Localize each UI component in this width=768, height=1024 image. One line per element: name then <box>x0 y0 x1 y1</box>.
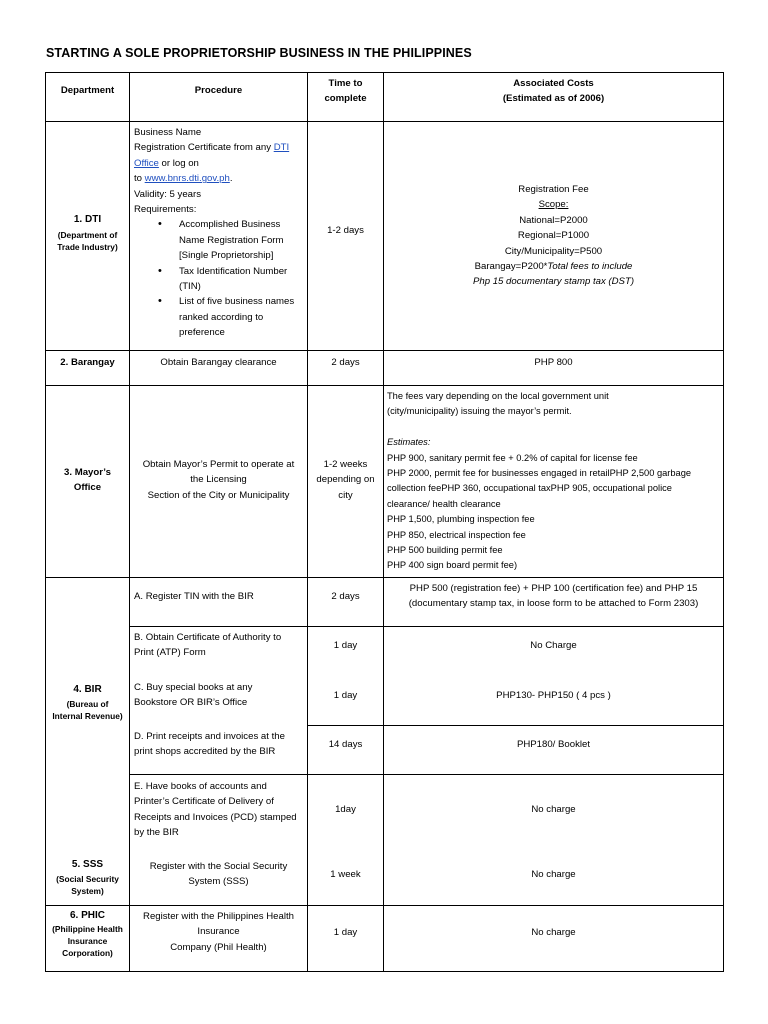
header-time-line2: complete <box>324 93 367 105</box>
bir-e-time: 1day <box>335 804 356 815</box>
list-item <box>134 294 306 340</box>
sss-proc-line1: Register with the Social Security <box>149 861 288 872</box>
header-costs-line2: (Estimated as of 2006) <box>502 93 605 105</box>
mayor-procedure <box>130 457 307 503</box>
barangay-cost: PHP 800 <box>534 357 573 368</box>
barangay-procedure: Obtain Barangay clearance <box>160 357 277 368</box>
mayor-cost-line6: collection feePHP 360, occupational taxPHP 905, occupational police <box>387 483 672 494</box>
req3-line3: preference <box>179 327 225 339</box>
dti-proc-validity: Validity: 5 years <box>134 188 202 200</box>
dti-requirements-list <box>134 217 306 340</box>
sss-time: 1 week <box>330 869 361 880</box>
dti-procedure <box>134 125 306 341</box>
bir-c-cost: PHP130- PHP150 ( 4 pcs ) <box>496 690 611 701</box>
req1-line2: Name Registration Form <box>179 234 284 246</box>
sss-proc-line2: System (SSS) <box>188 876 249 888</box>
dti-cost-note: Total fees to include <box>547 261 633 273</box>
phic-dept-sub2: Insurance <box>67 936 108 946</box>
dti-time: 1-2 days <box>327 225 364 236</box>
bir-b-time: 1 day <box>333 640 358 651</box>
dti-proc-line4-end: . <box>229 173 233 185</box>
dti-cost-line1: Registration Fee <box>518 184 589 195</box>
dti-dept-sub1: (Department of <box>57 230 118 241</box>
bir-e-cost: No charge <box>531 804 576 815</box>
bir-e-proc-line2: Printer’s Certificate of Delivery of <box>134 796 274 808</box>
dti-cost-national: National=P2000 <box>519 214 588 226</box>
list-item <box>134 217 306 263</box>
mayor-time-line3: city <box>338 489 353 501</box>
mayor-time-line2: depending on <box>316 474 375 486</box>
dti-department <box>46 212 129 253</box>
dti-proc-line3 <box>134 156 306 171</box>
req1-line3: [Single Proprietorship] <box>179 250 274 262</box>
bir-b-cost: No Charge <box>530 640 577 651</box>
sss-department <box>46 857 129 897</box>
bir-a-cost-line1: PHP 500 (registration fee) + PHP 100 (certification fee) and PHP 15 <box>409 583 698 594</box>
bir-department <box>46 682 129 722</box>
list-item <box>134 264 306 295</box>
req2-line1: • Tax Identification Number <box>179 265 288 277</box>
mayor-department <box>46 465 129 496</box>
mayor-dept-line2: Office <box>73 482 102 494</box>
mayor-cost-line5: PHP 2000, permit fee for businesses engaged in retailPHP 2,500 garbage <box>387 468 692 479</box>
dti-office-link-cont[interactable]: Office <box>134 157 159 169</box>
phic-time: 1 day <box>333 927 358 938</box>
bir-e-proc-line1: E. Have books of accounts and <box>134 781 267 792</box>
dti-dept-name: 1. DTI <box>73 214 102 225</box>
sss-dept-name: 5. SSS <box>71 859 104 870</box>
mayor-cost-line10: PHP 500 building permit fee <box>387 545 503 556</box>
bir-b-proc-line2: Print (ATP) Form <box>134 647 206 659</box>
dti-proc-line2-text: Registration Certificate from any <box>134 142 274 154</box>
mayor-proc-line3: Section of the City or Municipality <box>147 489 290 501</box>
barangay-department: 2. Barangay <box>60 357 115 368</box>
mayor-cost-line1: The fees vary depending on the local government unit <box>387 391 609 401</box>
sss-procedure <box>130 859 307 890</box>
bnrs-website-link[interactable]: www.bnrs.dti.gov.ph <box>144 173 230 185</box>
mayor-dept-line1: 3. Mayor’s <box>64 467 111 478</box>
req3-line1: • List of five business names <box>179 296 295 308</box>
mayor-cost <box>387 389 723 574</box>
dti-proc-line2 <box>134 140 306 155</box>
bir-c-proc-line2: Bookstore OR BIR’s Office <box>134 697 248 709</box>
bir-a-time: 2 days <box>331 591 360 602</box>
header-time-line1: Time to <box>328 78 363 89</box>
bir-d-procedure <box>134 729 306 760</box>
mayor-cost-line9: PHP 850, electrical inspection fee <box>387 529 526 540</box>
phic-proc-line2: Insurance <box>197 926 240 938</box>
req1-line1: • Accomplished Business <box>179 219 281 231</box>
sss-dept-sub2: System) <box>71 886 104 897</box>
phic-cost: No charge <box>531 927 576 938</box>
dti-cost-regional: Regional=P1000 <box>517 230 590 242</box>
bir-b-proc-line1: B. Obtain Certificate of Authority to <box>134 632 282 643</box>
mayor-cost-line4: PHP 900, sanitary permit fee + 0.2% of capital for license fee <box>387 452 638 463</box>
mayor-proc-line1: Obtain Mayor’s Permit to operate at <box>142 459 295 470</box>
mayor-cost-line11: PHP 400 sign board permit fee) <box>387 560 518 571</box>
phic-dept-name: 6. PHIC <box>69 910 105 921</box>
dti-cost-scope: Scope: <box>538 199 569 211</box>
phic-proc-line1: Register with the Philippines Health <box>143 911 294 922</box>
mayor-cost-line8: PHP 1,500, plumbing inspection fee <box>387 514 535 525</box>
bir-d-proc-line2: print shops accredited by the BIR <box>134 746 276 758</box>
mayor-cost-spacer <box>387 420 723 435</box>
bir-dept-name: 4. BIR <box>73 684 102 695</box>
bir-a-cost <box>384 581 723 612</box>
req2-line2: (TIN) <box>179 281 201 293</box>
header-department: Department <box>60 85 115 96</box>
dti-dept-sub2: Trade Industry) <box>57 242 118 253</box>
dti-cost-city: City/Municipality=P500 <box>504 245 603 257</box>
dti-cost-dst: Php 15 documentary stamp tax (DST) <box>472 276 635 288</box>
sss-cost: No charge <box>531 869 576 880</box>
bir-d-proc-line1: D. Print receipts and invoices at the <box>134 731 285 742</box>
bir-dept-sub2: Internal Revenue) <box>52 711 123 722</box>
bir-c-procedure <box>134 680 306 711</box>
header-procedure: Procedure <box>194 85 243 96</box>
mayor-cost-line7: clearance/ health clearance <box>387 498 501 509</box>
mayor-proc-line2: the Licensing <box>190 474 247 486</box>
bir-d-cost: PHP180/ Booklet <box>516 739 591 750</box>
dti-proc-line4-text: to <box>134 173 145 185</box>
mayor-cost-estimates: Estimates: <box>387 437 431 448</box>
dti-cost-barangay <box>384 259 723 274</box>
bir-d-time: 14 days <box>328 739 363 750</box>
dti-office-link[interactable]: DTI <box>273 142 290 154</box>
bir-dept-sub1: (Bureau of <box>66 699 109 710</box>
header-time <box>308 76 383 107</box>
bir-e-procedure <box>134 779 306 841</box>
mayor-time <box>308 457 383 503</box>
phic-procedure <box>130 909 307 955</box>
dti-cost <box>384 182 723 290</box>
dti-cost-barangay-text: Barangay=P200* <box>474 261 548 273</box>
bir-c-time: 1 day <box>333 690 358 701</box>
bir-e-proc-line4: by the BIR <box>134 827 179 839</box>
mayor-cost-line2: (city/municipality) issuing the mayor’s permit. <box>387 406 572 417</box>
dti-proc-line1: Business Name <box>134 127 202 138</box>
dti-proc-line3-text: or log on <box>158 157 199 169</box>
phic-dept-sub1: (Philippine Health <box>52 924 123 934</box>
bir-c-proc-line1: C. Buy special books at any <box>134 682 253 693</box>
bir-a-procedure: A. Register TIN with the BIR <box>134 591 254 602</box>
bir-b-procedure <box>134 630 306 661</box>
bir-a-cost-line2: (documentary stamp tax, in loose form to be attached to Form 2303) <box>408 598 699 610</box>
header-costs-line1: Associated Costs <box>513 78 594 89</box>
bir-e-proc-line3: Receipts and Invoices (PCD) stamped <box>134 811 297 823</box>
dti-proc-requirements: Requirements: <box>134 204 197 216</box>
page-title: STARTING A SOLE PROPRIETORSHIP BUSINESS IN THE PHILIPPINES <box>46 46 472 60</box>
dti-proc-line4 <box>134 171 306 186</box>
phic-dept-sub3: Corporation) <box>62 948 113 958</box>
phic-proc-line3: Company (Phil Health) <box>170 941 267 953</box>
mayor-time-line1: 1-2 weeks <box>323 459 368 470</box>
req3-line2: ranked according to <box>179 311 264 323</box>
header-costs <box>384 76 723 107</box>
barangay-time: 2 days <box>331 357 360 368</box>
sss-dept-sub1: (Social Security <box>56 874 119 885</box>
phic-department <box>46 909 129 959</box>
